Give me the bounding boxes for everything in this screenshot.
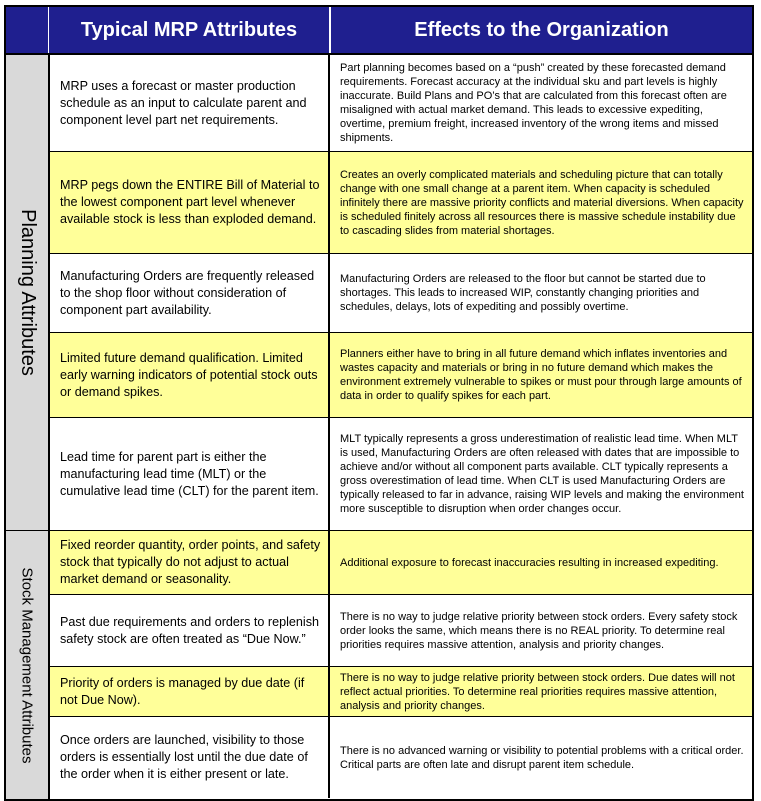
group-label-planning: Planning Attributes: [16, 209, 39, 376]
effect-cell: [330, 595, 752, 666]
effect-text: Creates an overly complicated materials and scheduling picture that can totally change with one small change at a parent item. When capacity is scheduled infinitely there are massive priority conflicts and material diversions. When capacity is scheduled finitely across all resources there is massive schedule instability due to cascading slides from material shortages.: [340, 168, 744, 237]
attribute-cell: [50, 254, 330, 332]
effect-text: Planners either have to bring in all future demand which inflates inventories and wastes capacity and materials or bring in no future demand which makes the environment extremely vulnerable to spikes or must pour through large amounts of data in order to qualify spikes for each part.: [340, 348, 742, 402]
effect-text: MLT typically represents a gross underestimation of realistic lead time. When MLT is used, Manufacturing Orders are often released with dates that are impossible to achieve and/or without all component parts available. CLT typically represents a gross overestimation of lead time. When CLT is used Manufacturing Orders are typically released to far in advance, raising WIP levels and making the environment more susceptible to disruption when order changes occur.: [340, 433, 744, 515]
group-labels: [6, 55, 50, 799]
attribute-cell: [50, 333, 330, 417]
table-row: [50, 595, 752, 667]
table-row: [50, 418, 752, 531]
attribute-text: MRP uses a forecast or master production schedule as an input to calculate parent and component level part net requirements.: [60, 78, 307, 127]
attribute-text: Manufacturing Orders are frequently released to the shop floor without consideration of component part availability.: [60, 268, 315, 317]
group-planning: [6, 55, 48, 531]
group-stock: [6, 531, 48, 799]
effect-cell: [330, 717, 752, 798]
header-attributes: Typical MRP Attributes: [49, 7, 331, 53]
table-body: [6, 55, 752, 799]
effect-cell: [330, 667, 752, 716]
header-effects: Effects to the Organization: [414, 18, 669, 41]
table-row: [50, 152, 752, 254]
effect-text: There is no way to judge relative priority between stock orders. Due dates will not reflect actual priorities. To determine real priorities requires massive attention, analysis and priority changes.: [340, 671, 735, 712]
attribute-cell: [50, 717, 330, 798]
effect-text: Part planning becomes based on a “push” created by these forecasted demand requirements. Forecast accuracy at the individual sku and part levels is highly inaccurate. Build Plans and PO’s that are calculated from this forecast often are misaligned with actual market demand. This leads to excessive expediting, overtime, premium freight, increased inventory of the wrong items and missed shipments.: [340, 62, 727, 144]
effect-cell: [330, 333, 752, 417]
table-row: [50, 531, 752, 595]
effect-cell: [330, 152, 752, 253]
attribute-cell: [50, 595, 330, 666]
header-spacer: [6, 7, 49, 53]
mrp-table: [4, 5, 754, 801]
attribute-text: Past due requirements and orders to replenish safety stock are often treated as “Due Now.”: [60, 614, 320, 646]
effect-text: Manufacturing Orders are released to the floor but cannot be started due to shortages. This leads to increased WIP, constantly changing priorities and schedules, delays, lots of expediting and possibly overtime.: [340, 273, 706, 313]
attribute-cell: [50, 152, 330, 253]
table-row: [50, 333, 752, 418]
effect-cell: [330, 254, 752, 332]
effect-text: There is no advanced warning or visibility to potential problems with a critical order. Critical parts are often late and disrupt parent item schedule.: [340, 744, 744, 771]
attribute-text: Lead time for parent part is either the manufacturing lead time (MLT) or the cumulative lead time (CLT) for the parent item.: [60, 449, 319, 498]
effect-cell: [330, 55, 752, 151]
table-header: [6, 7, 752, 55]
attribute-text: Once orders are launched, visibility to those orders is essentially lost until the due date of the order when it is either present or late.: [60, 733, 308, 781]
attribute-cell: [50, 531, 330, 594]
table-row: [50, 254, 752, 333]
effect-cell: [330, 531, 752, 594]
table-row: [50, 667, 752, 717]
effect-text: Additional exposure to forecast inaccuracies resulting in increased expediting.: [340, 556, 719, 569]
attribute-text: Limited future demand qualification. Limited early warning indicators of potential stock outs or demand spikes.: [60, 350, 318, 399]
attribute-cell: [50, 667, 330, 716]
attribute-text: MRP pegs down the ENTIRE Bill of Material to the lowest component part level whenever available stock is less than exploded demand.: [60, 178, 320, 226]
attribute-text: Priority of orders is managed by due date (if not Due Now).: [60, 675, 305, 707]
attribute-cell: [50, 418, 330, 530]
attribute-text: Fixed reorder quantity, order points, and safety stock that typically do not adjust to actual market demand or seasonality.: [60, 538, 321, 586]
effect-cell: [330, 418, 752, 530]
table-row: [50, 55, 752, 152]
effect-text: There is no way to judge relative priority between stock orders. Every safety stock order looks the same, which means there is no REAL priority. To determine real priorities requires massive attention, analysis and priority changes.: [340, 610, 738, 651]
table-row: [50, 717, 752, 798]
group-label-stock: Stock Management Attributes: [18, 567, 36, 763]
table-rows: [50, 55, 752, 799]
attribute-cell: [50, 55, 330, 151]
